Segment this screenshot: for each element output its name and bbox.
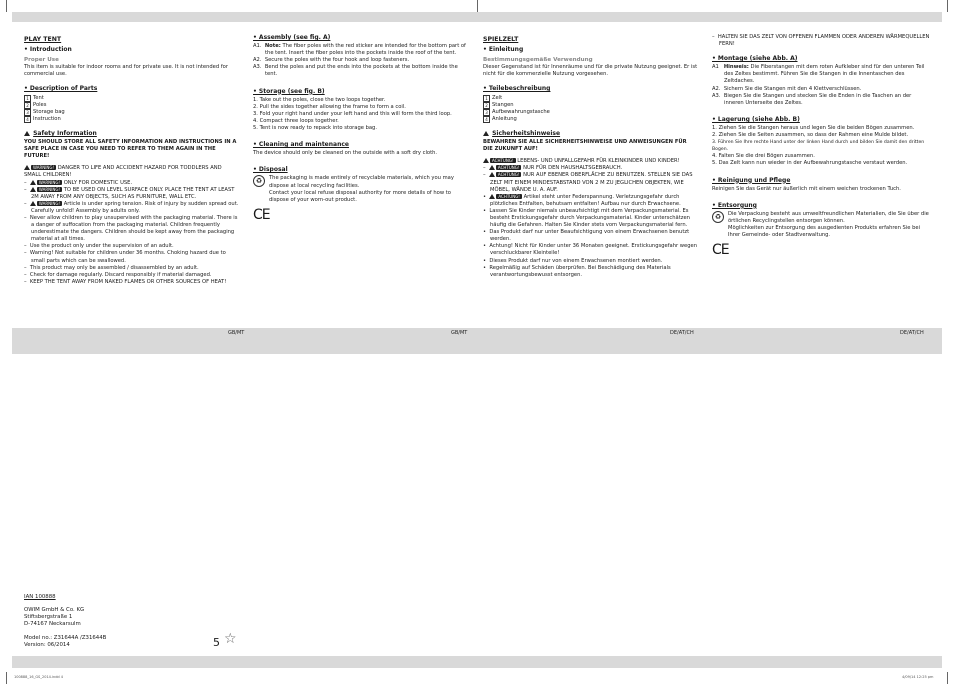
de-column-1 xyxy=(483,36,698,279)
company-street: Stiftsbergstraße 1 xyxy=(24,614,73,620)
en-title: PLAY TENT xyxy=(24,36,62,43)
de-storage-step: 3. Führen Sie Ihre rechte Hand unter der linken Hand durch und bilden Sie damit den dritten Bogen. xyxy=(712,140,925,153)
de-warning-3: • ACHTUNG! Artikel steht unter Federspannung. Verletzungsgefahr durch plötzliches Entfalten, behutsam entfalten! Aufbau nur durch Erwachsene. xyxy=(483,193,681,207)
model-number: Model no.: Z31644A /Z31644B xyxy=(24,635,107,641)
en-bullet: – Check for damage regularly. Discard responsibly if material damaged. xyxy=(24,271,212,278)
de-bullet: • Dieses Produkt darf nur von einem Erwachsenen montiert werden. xyxy=(483,257,663,264)
de-assembly-step: A1 Hinweis: Die Fiberstangen mit dem roten Aufkleber sind für den unteren Teil des Zeltes bestimmt. Führen Sie die Stangen in die Innentaschen des Zeltdaches. xyxy=(712,64,925,85)
en-proper-use-heading: Proper Use xyxy=(24,57,59,64)
print-code-left: 100888_16_GS_2014.indd 4 xyxy=(14,675,63,679)
en-bullet: – Never allow children to play unsupervised with the packaging material. There is a danger of suffocation from the packaging material. Children frequently underestimate the dangers. Children should be kept away from the packaging material at all times. xyxy=(24,214,238,243)
de-bullet: • Achtung! Nicht für Kinder unter 36 Monaten geeignet. Erstickungsgefahr wegen verschluckbarer Kleinteile! xyxy=(483,243,697,257)
de-assembly-step: A2. Sichern Sie die Stangen mit den 4 Klettverschlüssen. xyxy=(712,85,862,92)
en-column-1 xyxy=(24,36,239,286)
ce-mark: CE xyxy=(253,206,270,223)
de-bullet: • Lassen Sie Kinder niemals unbeaufsichtigt mit dem Verpackungsmaterial. Es besteht Erstickungsgefahr durch Verpackungsmaterial. Kinder unterschätzen häufig die Gefahren. Halten Sie Kinder stets vom Verpackungsmaterial fern. xyxy=(483,207,690,229)
company-city: D-74167 Neckarsulm xyxy=(24,621,81,627)
en-safety-intro: YOU SHOULD STORE ALL SAFETY INFORMATION AND INSTRUCTIONS IN A SAFE PLACE IN CASE YOU NEED TO REFER TO THEM AGAIN IN THE FUTURE! xyxy=(24,139,237,160)
de-bullet: • Regelmäßig auf Schäden überprüfen. Bei Beschädigung des Materials verantwortungsbewusst entsorgen. xyxy=(483,264,671,278)
en-bullet: – Use the product only under the supervision of an adult. xyxy=(24,243,174,250)
de-proper-use-text: Dieser Gegenstand ist für Innenräume und für die private Nutzung geeignet. Er ist nicht für die kommerzielle Nutzung vorgesehen. xyxy=(483,64,698,78)
ian-number: IAN 100888 xyxy=(24,594,56,600)
en-storage-step: 4. Compact three loops together. xyxy=(253,117,339,124)
de-storage-step: 2. Ziehen Sie die Seiten zusammen, so dass der Rahmen eine Mulde bildet. xyxy=(712,132,909,139)
crop-mark xyxy=(947,672,948,684)
footer-gb-right: GB/MT xyxy=(451,330,468,336)
company-name: OWIM GmbH & Co. KG xyxy=(24,607,85,613)
en-assembly-heading: • Assembly (see fig. A) xyxy=(253,34,331,41)
en-warning-3: – WARNING! Article is under spring tension. Risk of injury by sudden spread out. Carefully unfold! Assembly by adults only. xyxy=(24,200,239,214)
de-storage-step: 4. Falten Sie die drei Bögen zusammen. xyxy=(712,153,815,160)
de-intro-heading: • Einleitung xyxy=(483,46,524,54)
de-storage-heading: • Lagerung (siehe Abb. B) xyxy=(712,115,800,123)
en-storage-step: 5. Tent is now ready to repack into storage bag. xyxy=(253,125,377,132)
en-bullet: – KEEP THE TENT AWAY FROM NAKED FLAMES OR OTHER SOURCES OF HEAT! xyxy=(24,278,227,285)
en-disposal-heading: • Disposal xyxy=(253,166,288,174)
de-cleaning-text: Reinigen Sie das Gerät nur äußerlich mit einem weichen trockenen Tuch. xyxy=(712,185,901,192)
en-assembly-step: A2. Secure the poles with the four hook and loop fasteners. xyxy=(253,57,410,64)
warning-triangle-icon xyxy=(24,131,30,136)
de-assembly-step: A3. Biegen Sie die Stangen und stecken Sie die Enden in die Taschen an der inneren Unterseite des Zeltes. xyxy=(712,92,912,106)
de-cleaning-heading: • Reinigung und Pflege xyxy=(712,176,791,184)
top-bar xyxy=(12,12,942,22)
en-warning-0: WARNING! DANGER TO LIFE AND ACCIDENT HAZARD FOR TODDLERS AND SMALL CHILDREN! xyxy=(24,165,222,179)
en-storage-step: 3. Fold your right hand under your left hand and this will form the third loop. xyxy=(253,110,452,117)
en-disposal-block: ♻ The packaging is made entirely of recyclable materials, which you may dispose at local recycling facilities. Contact your local refuse disposal authority for more details of how to dispose of your worn-out product. xyxy=(253,175,467,203)
en-storage-heading: • Storage (see fig. B) xyxy=(253,87,325,95)
de-storage-step: 1. Ziehen Sie die Stangen heraus und legen Sie die beiden Bögen zusammen. xyxy=(712,124,915,131)
en-safety-heading: Safety Information xyxy=(24,130,239,137)
de-disposal-block: ♻ Die Verpackung besteht aus umweltfreundlichen Materialien, die Sie über die örtlichen Recyclingstellen entsorgen können. Möglichkeiten zur Entsorgung des ausgedienten Produkts erfahren Sie bei Ihrer Gemeinde- oder Stadtverwaltung. xyxy=(712,211,932,239)
en-bullet: – This product may only be assembled / disassembled by an adult. xyxy=(24,264,199,271)
en-part-item: 2 Poles xyxy=(24,102,239,109)
bottom-bar xyxy=(12,656,942,668)
starburst-icon: ☆ xyxy=(224,631,237,647)
crop-mark xyxy=(6,0,7,12)
en-part-item: 1 Tent xyxy=(24,95,239,102)
footer-gb-left: GB/MT xyxy=(228,330,245,336)
de-warning-1: – ACHTUNG! NUR FÜR DEN HAUSHALTSGEBRAUCH. xyxy=(483,165,623,172)
en-storage-step: 2. Pull the sides together allowing the frame to form a coil. xyxy=(253,103,406,110)
ce-mark: CE xyxy=(712,242,729,259)
de-title: SPIELZELT xyxy=(483,36,519,43)
en-intro-heading: • Introduction xyxy=(24,46,72,54)
print-code-right: 4/09/14 12:25 pm xyxy=(902,675,934,679)
de-safety-heading: Sicherheitshinweise xyxy=(483,130,698,137)
de-proper-use-heading: Bestimmungsgemäße Verwendung xyxy=(483,57,593,64)
de-part-item: 2 Stangen xyxy=(483,102,698,109)
en-assembly-step: A3. Bend the poles and put the ends into the pockets at the bottom inside the tent. xyxy=(253,64,458,78)
middle-bar xyxy=(12,328,942,354)
en-warning-2: – WARNING! TO BE USED ON LEVEL SURFACE ONLY. PLACE THE TENT AT LEAST 2M AWAY FROM ANY OBJECTS, SUCH AS FURNITURE, WALL ETC. xyxy=(24,186,235,200)
en-cleaning-text: The device should only be cleaned on the outside with a soft dry cloth. xyxy=(253,150,438,157)
en-cleaning-heading: • Cleaning and maintenance xyxy=(253,141,349,149)
recycle-icon: ♻ xyxy=(712,211,724,223)
en-bullet: – Warning! Not suitable for children under 36 months. Choking hazard due to small parts which can be swallowed. xyxy=(24,250,226,264)
en-assembly-step: A1. Note: The fiber poles with the red sticker are intended for the bottom part of the tent. Insert the fiber poles into the pockets inside the roof of the tent. xyxy=(253,43,466,57)
en-warning-1: – WARNING! ONLY FOR DOMESTIC USE. xyxy=(24,179,133,186)
de-assembly-heading: • Montage (siehe Abb. A) xyxy=(712,55,798,63)
crop-mark xyxy=(947,0,948,12)
recycle-icon: ♻ xyxy=(253,175,265,187)
page-number: 5 xyxy=(213,636,220,649)
de-part-item: 1 Zelt xyxy=(483,95,698,102)
en-parts-heading: • Description of Parts xyxy=(24,85,98,93)
de-bullet: • Das Produkt darf nur unter Beaufsichtigung von einem Erwachsenen benutzt werden. xyxy=(483,229,690,243)
version: Version: 06/2014 xyxy=(24,642,70,648)
warning-triangle-icon xyxy=(483,131,489,136)
crop-mark xyxy=(477,0,478,12)
de-parts-heading: • Teilebeschreibung xyxy=(483,85,551,93)
footer-de-right: DE/AT/CH xyxy=(900,330,924,336)
en-part-item: 4 Instruction xyxy=(24,116,239,123)
warning-triangle-icon xyxy=(24,165,30,170)
de-disposal-heading: • Entsorgung xyxy=(712,201,757,209)
en-storage-step: 1. Take out the poles, close the two loops together. xyxy=(253,96,386,103)
de-warning-0: ACHTUNG! LEBENS- UND UNFALLGEFAHR FÜR KLEINKINDER UND KINDER! xyxy=(483,158,698,165)
en-part-item: 3 Storage bag xyxy=(24,109,239,116)
de-part-item: 4 Anleitung xyxy=(483,116,698,123)
en-proper-use-text: This item is suitable for indoor rooms and for private use. It is not intended for commercial use. xyxy=(24,64,228,78)
crop-mark xyxy=(6,672,7,684)
de-warning-2: – ACHTUNG! NUR AUF EBENER OBERFLÄCHE ZU BENUTZEN. STELLEN SIE DAS ZELT MIT EINEM MINDESTABSTAND VON 2 M ZU JEGLICHEN OBJEKTEN, WIE MÖBEL, WÄNDE U. A. AUF. xyxy=(483,172,693,193)
de-safety-intro: BEWAHREN SIE ALLE SICHERHEITSHINWEISE UND ANWEISUNGEN FÜR DIE ZUKUNFT AUF! xyxy=(483,139,687,153)
de-storage-step: 5. Das Zelt kann nun wieder in der Aufbewahrungstasche verstaut werden. xyxy=(712,160,908,167)
en-column-2 xyxy=(253,34,467,223)
de-part-item: 3 Aufbewahrungstasche xyxy=(483,109,698,116)
de-bullet: – HALTEN SIE DAS ZELT VON OFFENEN FLAMMEN ODER ANDEREN WÄRMEQUELLEN FERN! xyxy=(712,34,930,48)
de-column-2 xyxy=(712,34,932,259)
footer-de-left: DE/AT/CH xyxy=(670,330,694,336)
